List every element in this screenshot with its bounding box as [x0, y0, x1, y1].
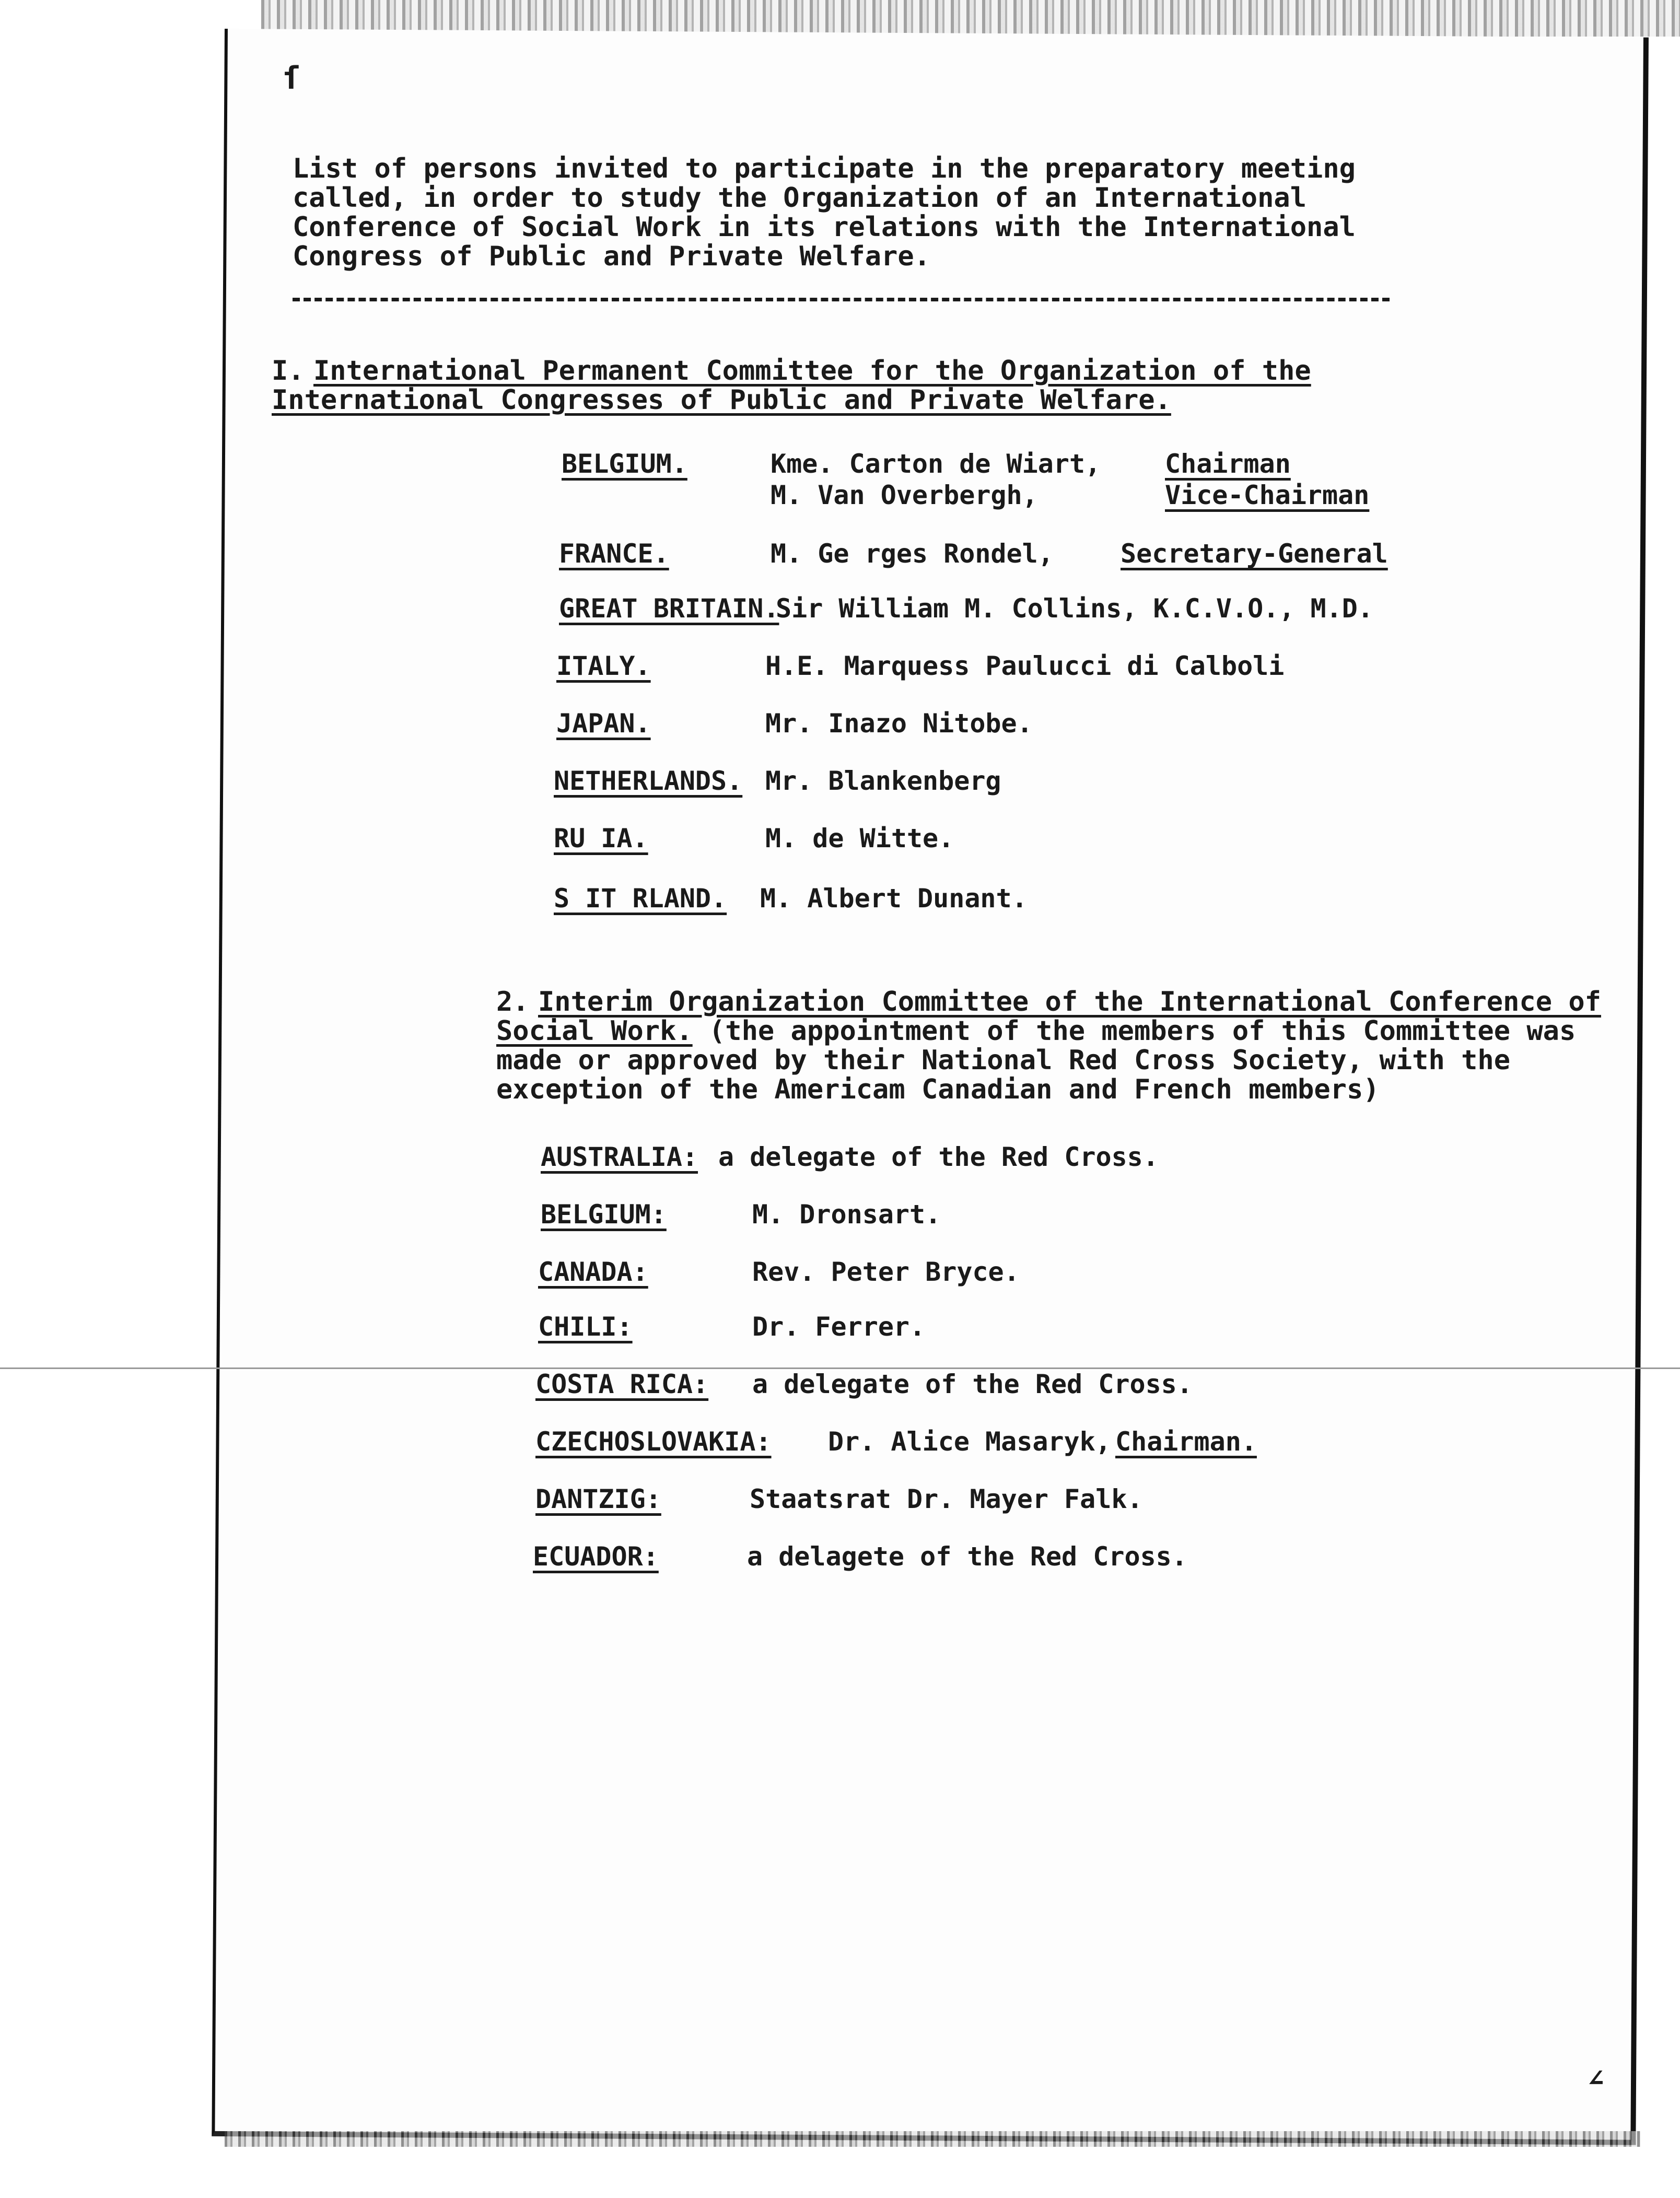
country-name: FRANCE. — [559, 539, 669, 569]
person-name: Mr. Inazo Nitobe. — [765, 708, 1033, 739]
country-name: ITALY. — [556, 651, 651, 681]
person-name: Sir William M. Collins, K.C.V.O., M.D. — [776, 593, 1373, 624]
person-name: M. Van Overbergh, — [771, 480, 1038, 510]
section1-title: International Permanent Committee for the Organization of the International Congresses of Public and Private Welfare. — [272, 355, 1311, 416]
country-name: DANTZIG: — [535, 1484, 661, 1514]
country-name: AUSTRALIA: — [541, 1142, 698, 1172]
section2-title: Interim Organization Committee of the International Conference of Social Work. — [496, 986, 1601, 1047]
country-name: ECUADOR: — [533, 1541, 659, 1572]
person-name: Mr. Blankenberg — [765, 766, 1001, 796]
person-role: Secretary-General — [1121, 539, 1388, 569]
section2-heading — [496, 987, 1646, 1104]
country-name: COSTA RICA: — [535, 1369, 709, 1399]
person-name: M. de Witte. — [765, 823, 954, 854]
margin-mark: ſ — [282, 60, 301, 97]
person-name: Dr. Alice Masaryk, — [828, 1427, 1111, 1457]
country-name: RU IA. — [554, 823, 648, 854]
country-name: CANADA: — [538, 1257, 648, 1287]
dashed-rule — [293, 298, 1390, 301]
person-name: M. Albert Dunant. — [760, 883, 1028, 914]
country-name: CHILI: — [538, 1312, 633, 1342]
person-role: Vice-Chairman — [1165, 480, 1370, 510]
person-name: a delegate of the Red Cross. — [718, 1142, 1159, 1172]
person-role: Chairman. — [1115, 1427, 1257, 1457]
person-name: H.E. Marquess Paulucci di Calboli — [765, 651, 1285, 681]
intro-paragraph: List of persons invited to participate in the preparatory meeting called, in order to study the Organization of an International Conference of Social Work in its relations with the International Congress of Public and Private Welfare. — [293, 153, 1356, 272]
person-name: a delagete of the Red Cross. — [747, 1541, 1187, 1572]
country-name: JAPAN. — [556, 708, 651, 739]
person-role: Chairman — [1165, 449, 1291, 479]
country-name: BELGIUM. — [562, 449, 687, 479]
country-name: BELGIUM: — [541, 1199, 667, 1230]
country-name: NETHERLANDS. — [554, 766, 743, 796]
person-name: Dr. Ferrer. — [752, 1312, 926, 1342]
country-name: GREAT BRITAIN. — [559, 593, 779, 624]
section1-heading — [272, 356, 1421, 415]
section1-number: I. — [272, 355, 305, 387]
section2-number: 2. — [496, 986, 529, 1018]
person-name: M. Dronsart. — [752, 1199, 941, 1230]
person-name: Staatsrat Dr. Mayer Falk. — [750, 1484, 1143, 1514]
corner-mark: ∠ — [1588, 2063, 1604, 2094]
person-name: a delegate of the Red Cross. — [752, 1369, 1193, 1399]
section2-note: (the appointment of the members of this Committee was made or approved by their National Red Cross Society, with the exception of the Americam Canadian and French members) — [496, 1015, 1576, 1105]
person-name: Rev. Peter Bryce. — [752, 1257, 1020, 1287]
country-name: S IT RLAND. — [554, 883, 727, 914]
person-name: Kme. Carton de Wiart, — [771, 449, 1101, 479]
country-name: CZECHOSLOVAKIA: — [535, 1427, 772, 1457]
person-name: M. Ge rges Rondel, — [771, 539, 1054, 569]
